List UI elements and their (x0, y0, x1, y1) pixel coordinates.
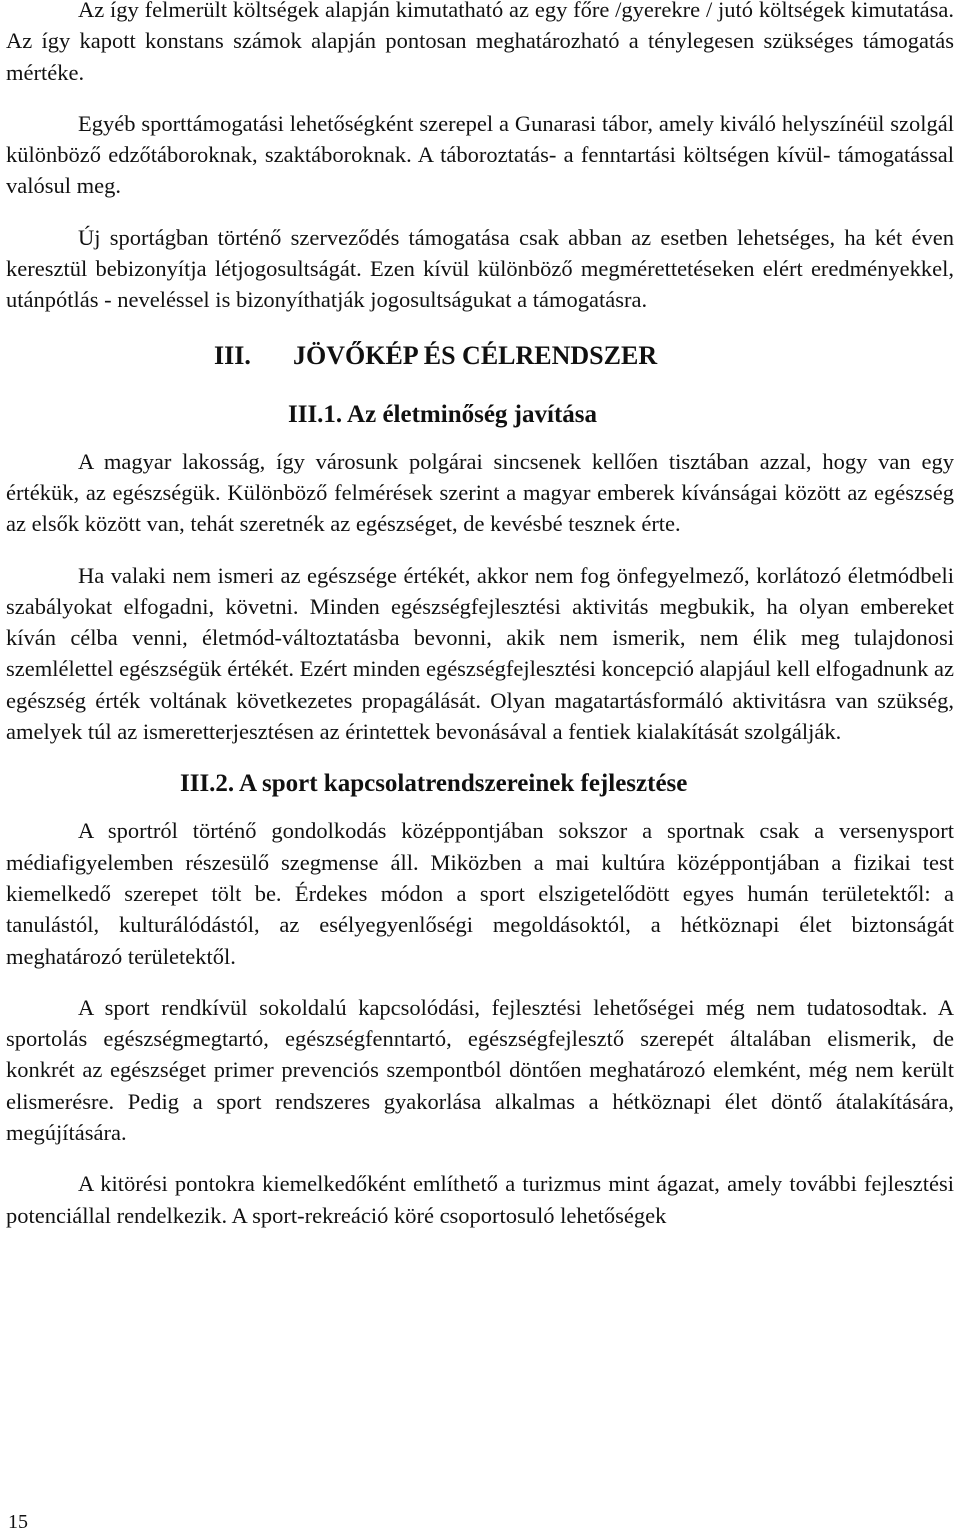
paragraph-gunarasi-camp: Egyéb sporttámogatási lehetőségként szerepel a Gunarasi tábor, amely kiváló helyszínéül szolgál különböző edzőtáboroknak, szaktáboroknak. A táboroztatás- a fenntartási költségen kívül- támogatással valósul meg. (6, 110, 954, 199)
paragraph-sport-thinking: A sportról történő gondolkodás középpontjában sokszor a sportnak csak a versenysport médiafigyelemben részesülő szegmense áll. Miközben a mai kultúra középpontjában a fizikai test kiemelkedő szerepet tölt be. Érdekes módon a sport elszigetelődött egyes humán területektől: a tanulástól, kulturálódástól, az esélyegyenlőségi megoldásoktól, a hétköznapi élet biztonságát meghatározó területektől. (6, 818, 954, 969)
paragraph-cost-summary: Az így felmerült költségek alapján kimutatható az egy főre /gyerekre / jutó költségek kimutatása. Az így kapott konstans számok alapján pontosan meghatározható a ténylegesen szükséges támogatás mértéke. (6, 0, 954, 85)
page-number: 15 (8, 1511, 28, 1533)
paragraph-health-development: Ha valaki nem ismeri az egészsége értékét, akkor nem fog önfegyelmező, korlátozó életmódbeli szabályokat elfogadni, követni. Minden egészségfejlesztési aktivitás megbukik, ha olyan embereket kíván célba venni, életmód-változtatásba bevonni, akik nem ismerik, nem élik meg tulajdonosi szemlélettel egészségük értékét. Ezért minden egészségfejlesztési koncepció alapjául kell elfogadnunk az egészség érték voltának következetes propagálását. Olyan magatartásformáló aktivitásra van szükség, amelyek túl az ismeretterjesztésen az érintettek bevonásával a fentiek kialakítását szolgálják. (6, 562, 954, 745)
chapter-title: JÖVŐKÉP ÉS CÉLRENDSZER (293, 340, 658, 370)
paragraph-sport-connections: A sport rendkívül sokoldalú kapcsolódási, fejlesztési lehetőségei még nem tudatosodtak. A sportolás egészségmegtartó, egészségfenntartó, egészségfejlesztő szerepét általában elismerik, de konkrét az egészséget primer prevenciós szempontból döntően meghatározó elemként, még nem került elismerésre. Pedig a sport rendszeres gyakorlása alkalmas a hétköznapi élet döntő átalakítására, megújítására. (6, 994, 954, 1146)
paragraph-tourism: A kitörési pontokra kiemelkedőként említhető a turizmus mint ágazat, amely további fejlesztési potenciállal rendelkezik. A sport-rekreáció köré csoportosuló lehetőségek (6, 1171, 954, 1228)
paragraph-health-value: A magyar lakosság, így városunk polgárai sincsenek kellően tisztában azzal, hogy van egy értékük, az egészségük. Különböző felmérések szerint a magyar emberek kívánságai között az egészség az elsők között van, tehát szeretnék az egészséget, de kevésbé tesznek érte. (6, 448, 954, 537)
chapter-number: III. (214, 340, 251, 370)
section-heading-sport-relations: III.2. A sport kapcsolatrendszereinek fejlesztése (180, 770, 688, 798)
page-content (6, 0, 954, 1251)
paragraph-new-sport-support: Új sportágban történő szerveződés támogatása csak abban az esetben lehetséges, ha két éven keresztül bebizonyítja létjogosultságát. Ezen kívül különböző megmérettetéseken elért eredményekkel, utánpótlás - neveléssel is bizonyíthatják jogosultságukat a támogatásra. (6, 224, 954, 313)
chapter-heading (6, 336, 954, 376)
section-heading-quality-of-life: III.1. Az életminőség javítása (288, 400, 597, 428)
